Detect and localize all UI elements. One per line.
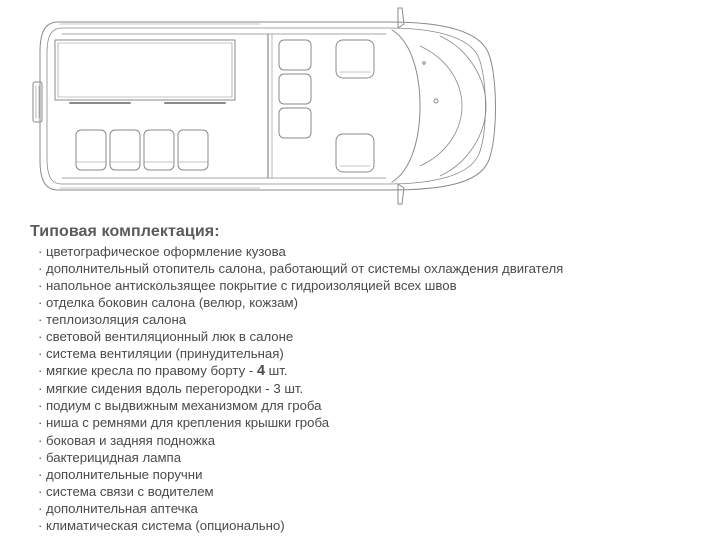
bullet: · xyxy=(38,261,43,277)
list-item: · световой вентиляционный люк в салоне xyxy=(38,329,294,345)
roof-marker xyxy=(434,99,438,103)
bullet: · xyxy=(38,449,43,465)
bullet: · xyxy=(38,295,43,311)
list-item: · система вентиляции (принудительная) xyxy=(38,346,284,362)
bullet: · xyxy=(38,278,43,294)
list-item: · подиум с выдвижным механизмом для гроба xyxy=(38,398,322,414)
list-item: · дополнительная аптечка xyxy=(38,500,198,516)
list-item: · дополнительный отопитель салона, работающий от системы охлаждения двигателя xyxy=(38,261,564,277)
list-item: · дополнительные поручни xyxy=(38,466,203,482)
bullet: · xyxy=(38,363,43,379)
list-item: · мягкие кресла по правому борту - 4 шт. xyxy=(38,363,288,380)
rear-bumper xyxy=(33,82,42,122)
van-top-view-drawing xyxy=(0,0,708,215)
list-item: · цветографическое оформление кузова xyxy=(38,244,286,259)
side-seat-4 xyxy=(178,130,208,170)
equipment-heading: Типовая комплектация: xyxy=(30,223,220,240)
list-item: · бактерицидная лампа xyxy=(38,449,182,465)
features-list xyxy=(38,243,563,534)
bullet: · xyxy=(38,398,43,414)
bullet: · xyxy=(38,500,43,516)
partition-seat-2 xyxy=(279,74,311,104)
bullet: · xyxy=(38,346,43,362)
list-item: · напольное антискользящее покрытие с гидроизоляцией всех швов xyxy=(38,278,457,294)
list-item: · ниша с ремнями для крепления крышки гроба xyxy=(38,415,330,431)
partition-seat-1 xyxy=(279,40,311,70)
seat-count: 4 xyxy=(256,363,266,380)
list-item: · теплоизоляция салона xyxy=(38,312,187,328)
bullet: · xyxy=(38,244,43,259)
side-seat-3 xyxy=(144,130,174,170)
bullet: · xyxy=(38,483,43,499)
list-item: · боковая и задняя подножка xyxy=(38,432,216,448)
van-floor-plan xyxy=(0,0,708,215)
side-seat-1 xyxy=(76,130,106,170)
bullet: · xyxy=(38,415,43,431)
bullet: · xyxy=(38,381,43,397)
list-item: · климатическая система (опционально) xyxy=(38,517,285,533)
list-item: · система связи с водителем xyxy=(38,483,214,499)
list-item: · мягкие сидения вдоль перегородки - 3 шт. xyxy=(38,381,304,397)
bullet: · xyxy=(38,312,43,328)
bullet: · xyxy=(38,466,43,482)
bullet: · xyxy=(38,432,43,448)
bullet: · xyxy=(38,517,43,533)
mirror-left xyxy=(398,8,404,28)
bullet: · xyxy=(38,329,43,345)
partition-seat-3 xyxy=(279,108,311,138)
windshield xyxy=(392,30,420,182)
side-seat-2 xyxy=(110,130,140,170)
coffin-platform xyxy=(55,40,235,100)
list-item: · отделка боковин салона (велюр, кожзам) xyxy=(38,295,298,311)
driver-seat xyxy=(336,40,374,78)
mirror-right xyxy=(398,184,404,204)
